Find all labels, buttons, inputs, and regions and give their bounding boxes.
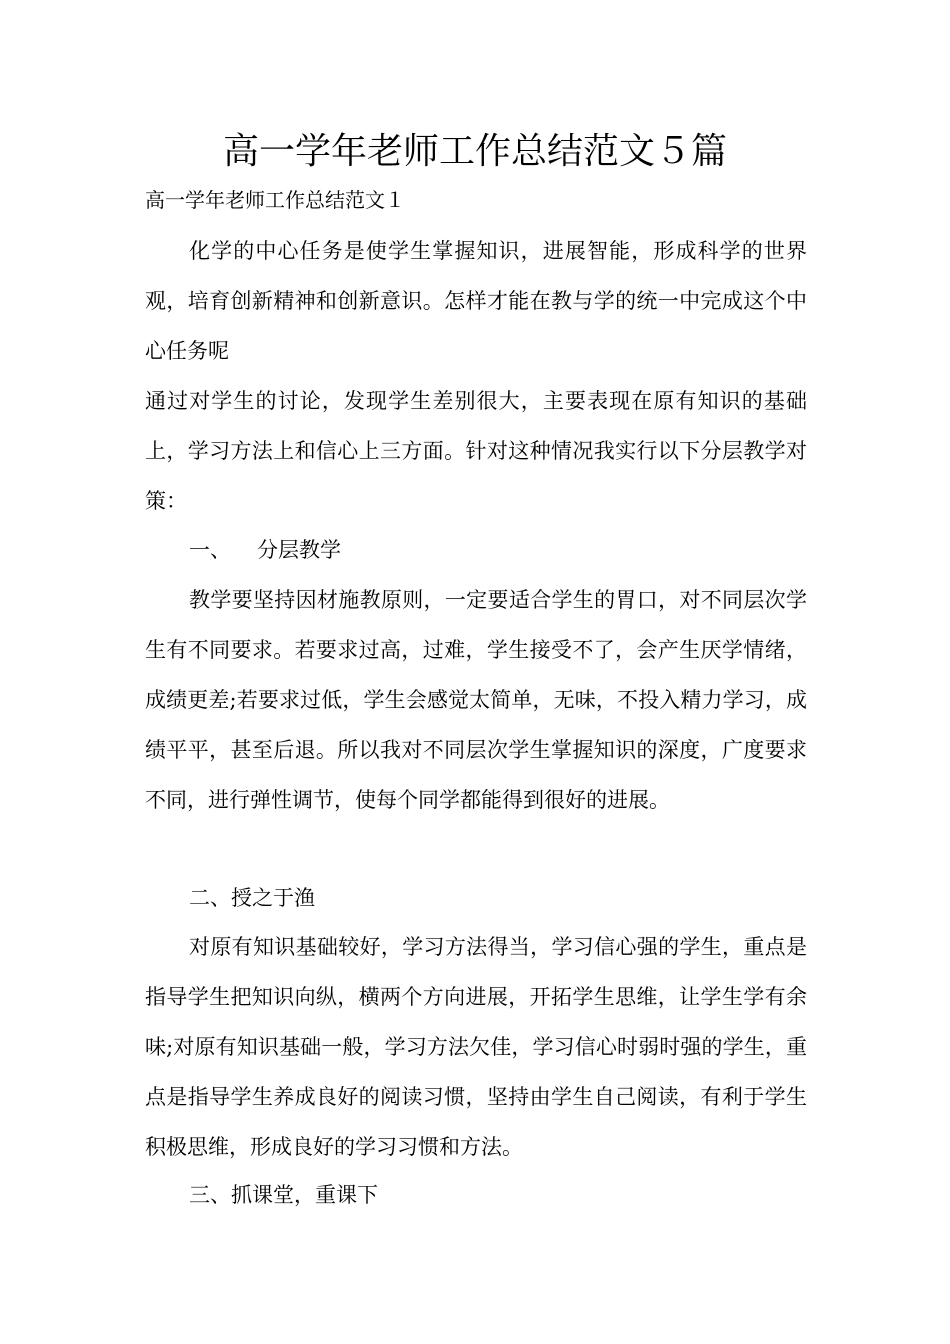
heading-1 <box>189 525 341 575</box>
heading-2: 二、授之于渔 <box>189 886 315 910</box>
heading-1-text: 分层教学 <box>257 538 341 562</box>
document-title: 高一学年老师工作总结范文５篇 <box>222 131 727 172</box>
section-subtitle: 高一学年老师工作总结范文１ <box>145 188 405 212</box>
heading-3: 三、抓课堂，重课下 <box>189 1183 378 1207</box>
paragraph-4: 对原有知识基础较好，学习方法得当，学习信心强的学生，重点是指导学生把知识向纵，横两个方向进展，开拓学生思维，让学生学有余味;对原有知识基础一般，学习方法欠佳，学习信心时弱时强的学生，重点是指导学生养成良好的阅读习惯，坚持由学生自己阅读，有利于学生积极思维，形成良好的学习习惯和方法。 <box>145 935 807 1159</box>
heading-1-number: 一、 <box>189 538 231 562</box>
paragraph-1: 化学的中心任务是使学生掌握知识，进展智能，形成科学的世界观，培育创新精神和创新意识。怎样才能在教与学的统一中完成这个中心任务呢 <box>145 239 807 363</box>
paragraph-3: 教学要坚持因材施教原则，一定要适合学生的胃口，对不同层次学生有不同要求。若要求过高，过难，学生接受不了，会产生厌学情绪，成绩更差;若要求过低，学生会感觉太简单，无味，不投入精力学习，成绩平平，甚至后退。所以我对不同层次学生掌握知识的深度，广度要求不同，进行弹性调节，使每个同学都能得到很好的进展。 <box>145 588 807 812</box>
paragraph-2: 通过对学生的讨论，发现学生差别很大，主要表现在原有知识的基础上，学习方法上和信心上三方面。针对这种情况我实行以下分层教学对策： <box>145 389 807 513</box>
